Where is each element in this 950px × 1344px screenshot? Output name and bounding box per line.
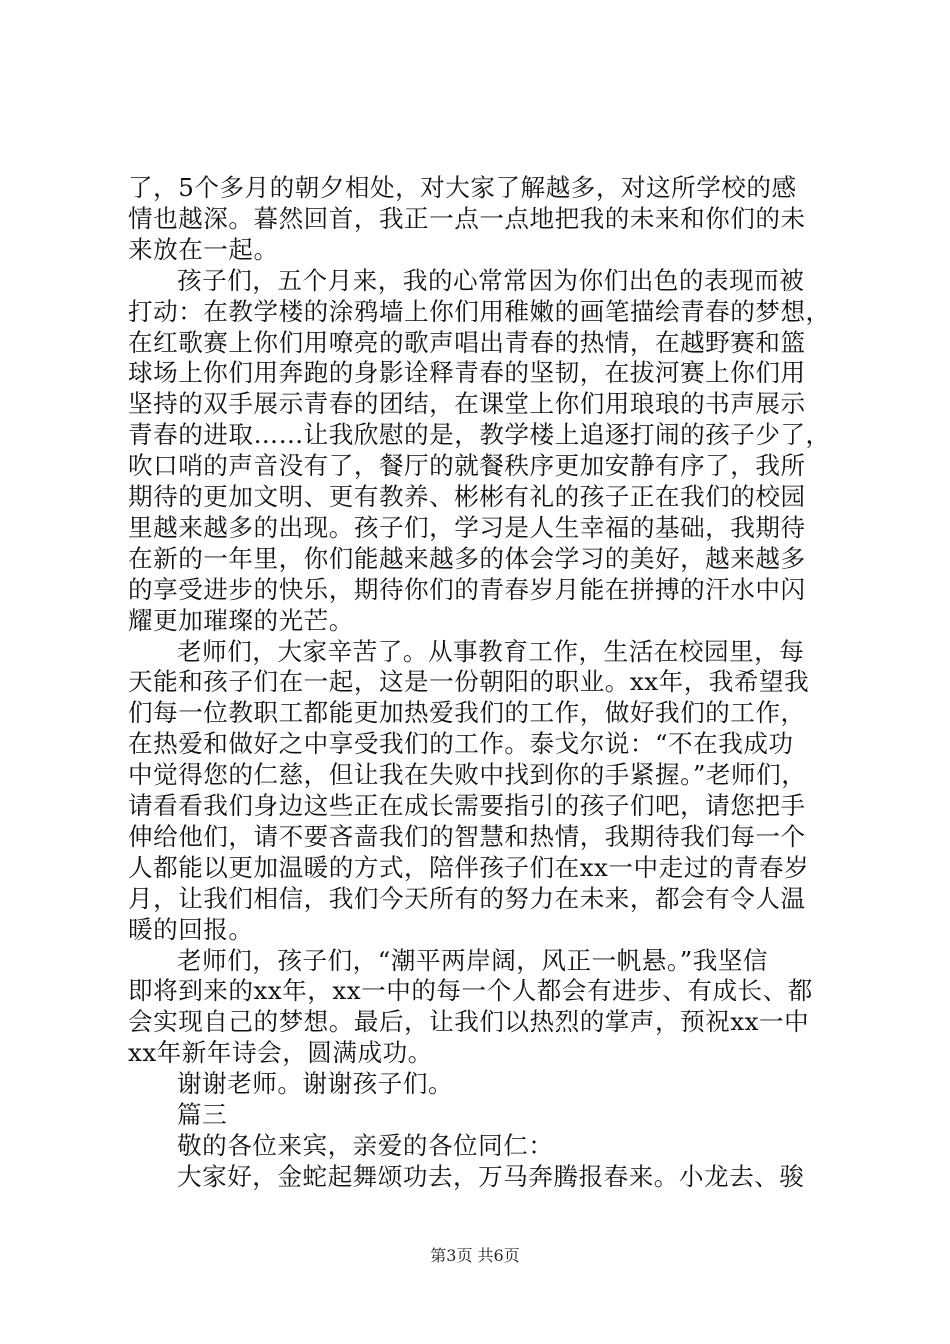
- text-line: 在新的一年里，你们能越来越多的体会学习的美好，越来越多: [128, 543, 806, 573]
- text-line: 青春的进取……让我欣慰的是，教学楼上追逐打闹的孩子少了，: [128, 420, 831, 450]
- text-line: 中觉得您的仁慈，但让我在失败中找到你的手紧握。”老师们，: [128, 760, 807, 790]
- text-line: 情也越深。暮然回首，我正一点一点地把我的未来和你们的未: [128, 203, 806, 233]
- text-line: 期待的更加文明、更有教养、彬彬有礼的孩子正在我们的校园: [128, 482, 806, 511]
- text-line: 大家好，金蛇起舞颂功去，万马奔腾报春来。小龙去、骏: [177, 1161, 805, 1191]
- text-line: 谢谢老师。谢谢孩子们。: [177, 1069, 454, 1099]
- text-line: 伸给他们，请不要吝啬我们的智慧和热情，我期待我们每一个: [128, 821, 806, 851]
- text-line: 了，5个多月的朝夕相处，对大家了解越多，对这所学校的感: [128, 173, 797, 202]
- text-line: 们每一位教职工都能更加热爱我们的工作，做好我们的工作，: [128, 698, 806, 728]
- page-number-footer: 第3页 共6页: [430, 1246, 520, 1265]
- text-line: 的享受进步的快乐，期待你们的青春岁月能在拼搏的汗水中闪: [128, 574, 806, 604]
- text-line: xx年新年诗会，圆满成功。: [128, 1038, 433, 1068]
- text-line: 在红歌赛上你们用嘹亮的歌声唱出青春的热情，在越野赛和篮: [128, 327, 806, 357]
- text-line: 耀更加璀璨的光芒。: [128, 605, 354, 635]
- text-line: 人都能以更加温暖的方式，陪伴孩子们在xx一中走过的青春岁: [128, 852, 810, 882]
- text-line: 吹口哨的声音没有了，餐厅的就餐秩序更加安静有序了，我所: [128, 451, 806, 481]
- text-line: 球场上你们用奔跑的身影诠释青春的坚韧，在拔河赛上你们用: [128, 358, 806, 388]
- text-line: 打动：在教学楼的涂鸦墙上你们用稚嫩的画笔描绘青春的梦想，: [128, 296, 831, 326]
- text-line: 篇三: [177, 1100, 228, 1129]
- text-line: 老师们，大家辛苦了。从事教育工作，生活在校园里，每: [177, 636, 805, 666]
- text-line: 坚持的双手展示青春的团结，在课堂上你们用琅琅的书声展示: [128, 389, 806, 419]
- text-line: 老师们，孩子们，“潮平两岸阔，风正一帆悬。”我坚信: [177, 945, 769, 975]
- text-line: 月，让我们相信，我们今天所有的努力在未来，都会有令人温: [128, 883, 806, 913]
- text-line: 天能和孩子们在一起，这是一份朝阳的职业。xx年，我希望我: [128, 667, 810, 697]
- text-line: 来放在一起。: [128, 234, 279, 264]
- text-line: 孩子们，五个月来，我的心常常因为你们出色的表现而被: [177, 265, 805, 295]
- text-line: 会实现自己的梦想。最后，让我们以热烈的掌声，预祝xx一中: [128, 1007, 810, 1037]
- text-line: 即将到来的xx年，xx一中的每一个人都会有进步、有成长、都: [128, 976, 813, 1006]
- text-line: 敬的各位来宾，亲爱的各位同仁：: [177, 1130, 554, 1160]
- text-line: 里越来越多的出现。孩子们，学习是人生幸福的基础，我期待: [128, 512, 806, 542]
- text-line: 在热爱和做好之中享受我们的工作。泰戈尔说：“不在我成功: [128, 729, 794, 759]
- text-line: 暖的回报。: [128, 914, 254, 944]
- text-line: 请看看我们身边这些正在成长需要指引的孩子们吧，请您把手: [128, 791, 806, 820]
